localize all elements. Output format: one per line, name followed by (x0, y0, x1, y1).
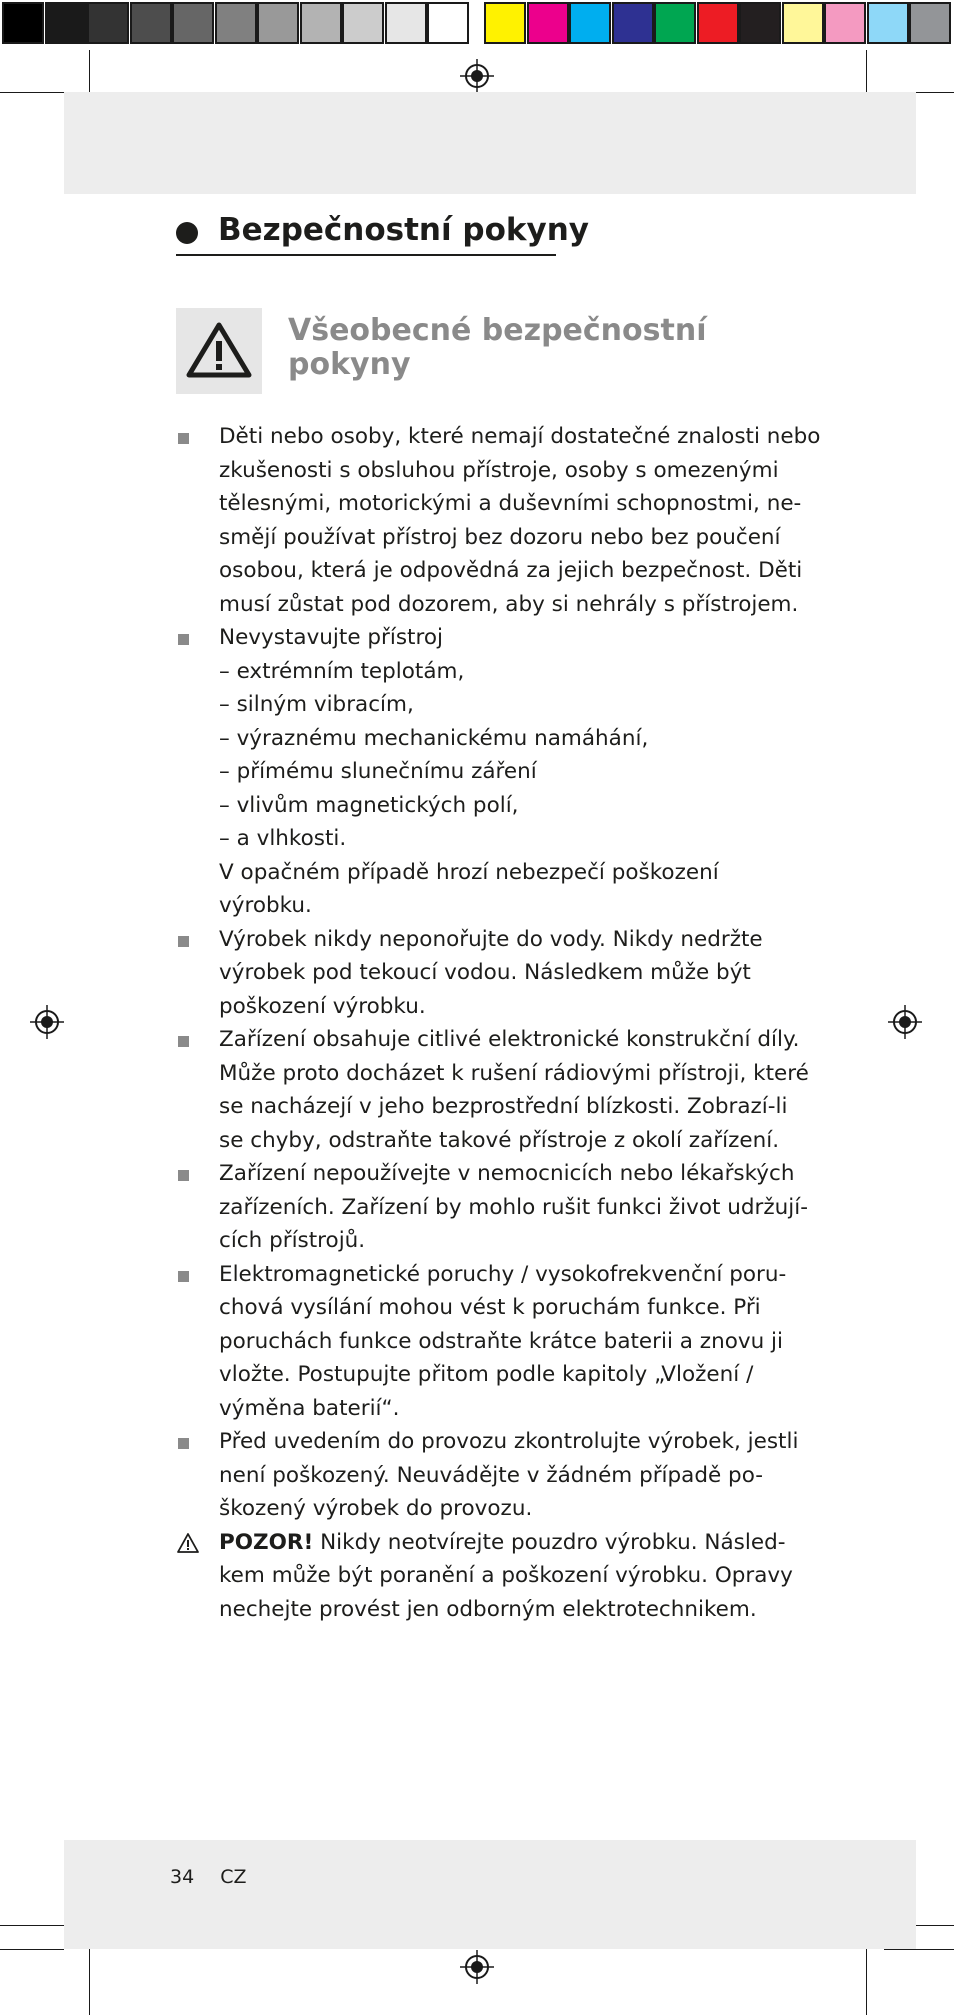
square-bullet-icon (178, 1438, 189, 1449)
list-item (176, 1425, 799, 1526)
color-swatch (654, 2, 696, 44)
text-line: – extrémním teplotám, (219, 658, 465, 684)
color-swatch (782, 2, 824, 44)
text-line: škozený výrobek do provozu. (219, 1496, 533, 1521)
color-calibration-bar (0, 0, 954, 46)
heading-bullet-icon (176, 222, 198, 244)
text-line: výrobek pod tekoucí vodou. Následkem může být (219, 960, 751, 985)
text-line: Výrobek nikdy neponořujte do vody. Nikdy nedržte (219, 926, 763, 952)
text-line: poškození výrobku. (219, 993, 426, 1019)
subheading (288, 314, 708, 382)
color-swatch (739, 2, 781, 44)
square-bullet-icon (178, 936, 189, 947)
footer-band (64, 1840, 916, 1949)
heading-underline (176, 254, 556, 256)
list-item (176, 1023, 809, 1157)
crop-mark (884, 1949, 954, 1950)
text-line: zařízeních. Zařízení by mohlo rušit funkci život udržují- (219, 1194, 808, 1220)
text-line: V opačném případě hrozí nebezpečí poškození (219, 859, 719, 885)
text-line: zkušenosti s obsluhou přístroje, osoby s omezenými (219, 457, 779, 483)
list-item (176, 1258, 796, 1426)
registration-mark-icon (888, 1005, 922, 1039)
color-swatch (130, 2, 172, 44)
color-swatch (697, 2, 739, 44)
text-line: výměna baterií“. (219, 1395, 400, 1421)
registration-mark-icon (30, 1005, 64, 1039)
square-bullet-icon (178, 1271, 189, 1282)
color-swatch (87, 2, 129, 44)
language-code: CZ (220, 1866, 247, 1888)
text-line: vložte. Postupujte přitom podle kapitoly „Vložení / (219, 1362, 754, 1387)
list-item (176, 621, 796, 923)
registration-mark-icon (460, 1950, 494, 1984)
crop-mark (0, 1925, 64, 1926)
text-line: musí zůstat pod dozorem, aby si nehrály s přístrojem. (219, 591, 799, 617)
color-swatch (45, 2, 87, 44)
color-swatch (569, 2, 611, 44)
text-line: – přímému slunečnímu záření (219, 759, 537, 784)
color-swatch (484, 2, 526, 44)
registration-mark-icon (460, 59, 494, 93)
color-swatch (612, 2, 654, 44)
list-item (176, 923, 796, 1024)
list-item (176, 1157, 808, 1258)
crop-mark (866, 50, 867, 98)
text-line: nechejte provést jen odborným elektrotechnikem. (219, 1596, 757, 1622)
color-swatch (867, 2, 909, 44)
page-number: 34 (170, 1866, 195, 1888)
square-bullet-icon (178, 433, 189, 444)
text-line: Před uvedením do provozu zkontrolujte výrobek, jestli (219, 1429, 799, 1454)
text-line: tělesnými, motorickými a duševními schopnostmi, ne- (219, 491, 802, 516)
text-line: Nevystavujte přístroj (219, 625, 443, 650)
text-line: výrobku. (219, 893, 312, 918)
color-swatch (824, 2, 866, 44)
color-swatch (427, 2, 469, 44)
list-item (176, 420, 821, 621)
color-swatch (909, 2, 951, 44)
crop-mark (0, 1949, 64, 1950)
text-line: není poškozený. Neuvádějte v žádném případě po- (219, 1462, 764, 1488)
color-swatch (385, 2, 427, 44)
text-line: kem může být poranění a poškození výrobku. Opravy (219, 1563, 793, 1588)
crop-mark (866, 1946, 867, 2015)
warning-triangle-icon (176, 308, 262, 394)
crop-mark (0, 92, 64, 93)
text-line: – silným vibracím, (219, 692, 414, 717)
warning-note (176, 1526, 796, 1627)
text-line: Děti nebo osoby, které nemají dostatečné znalosti nebo (219, 424, 821, 449)
color-swatch (527, 2, 569, 44)
text-line: – vlivům magnetických polí, (219, 792, 519, 818)
text-line: se nacházejí v jeho bezprostřední blízkosti. Zobrazí-li (219, 1094, 788, 1119)
text-line: – a vlhkosti. (219, 826, 347, 851)
square-bullet-icon (178, 1036, 189, 1047)
color-swatch (172, 2, 214, 44)
color-swatch (2, 2, 44, 44)
subheading-line: pokyny (288, 347, 411, 382)
section-heading: Bezpečnostní pokyny (218, 212, 590, 248)
square-bullet-icon (178, 1170, 189, 1181)
warning-box (176, 308, 262, 394)
text-line: poruchách funkce odstraňte krátce baterii a znovu ji (219, 1328, 783, 1354)
text-line: – výraznému mechanickému namáhání, (219, 725, 649, 751)
text-line: se chyby, odstraňte takové přístroje z okolí zařízení. (219, 1127, 780, 1153)
text-line: Zařízení obsahuje citlivé elektronické konstrukční díly. (219, 1027, 800, 1052)
text-line: Zařízení nepoužívejte v nemocnicích nebo lékařských (219, 1161, 795, 1186)
warning-label: POZOR! (219, 1529, 314, 1555)
warning-text: Nikdy neotvírejte pouzdro výrobku. Násled- (313, 1529, 786, 1555)
color-swatch (300, 2, 342, 44)
text-line: Může proto docházet k rušení rádiovými přístroji, které (219, 1060, 809, 1086)
text-line: osobou, která je odpovědná za jejich bezpečnost. Děti (219, 558, 803, 583)
header-band (64, 92, 916, 194)
safety-instructions (176, 420, 821, 1626)
warning-triangle-icon (176, 1532, 200, 1554)
text-line: Elektromagnetické poruchy / vysokofrekvenční poru- (219, 1261, 787, 1287)
subheading-line: Všeobecné bezpečnostní (288, 313, 707, 348)
color-swatch (215, 2, 257, 44)
text-line: chová vysílání mohou vést k poruchám funkce. Při (219, 1295, 761, 1320)
color-swatch (342, 2, 384, 44)
color-swatch (257, 2, 299, 44)
text-line (219, 1526, 796, 1560)
square-bullet-icon (178, 634, 189, 645)
text-line: cích přístrojů. (219, 1228, 366, 1253)
crop-mark (89, 50, 90, 98)
text-line: smějí používat přístroj bez dozoru nebo bez poučení (219, 524, 781, 550)
page-footer (170, 1866, 267, 1888)
crop-mark (89, 1946, 90, 2015)
